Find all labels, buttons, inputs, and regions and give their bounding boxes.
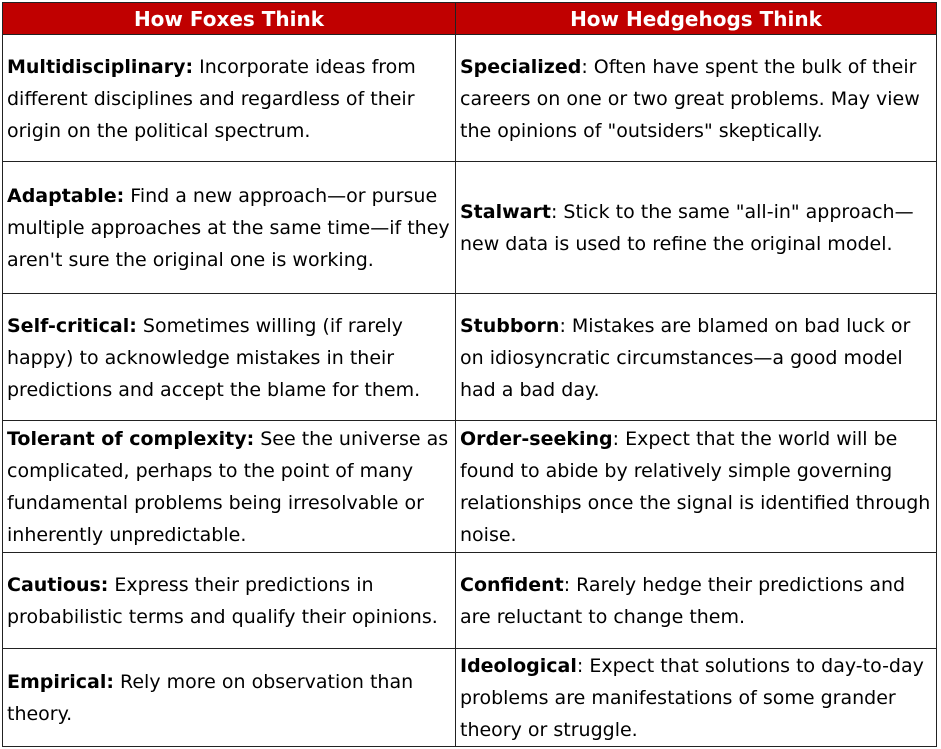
fox-cell xyxy=(3,421,456,553)
hedgehog-description: : Expect that solutions to day-to-day problems are manifestations of some grander theory or struggle. xyxy=(460,655,924,741)
fox-description: Express their predictions in probabilistic terms and qualify their opinions. xyxy=(7,574,438,628)
hedgehog-term: Specialized xyxy=(460,55,582,78)
fox-term: Tolerant of complexity: xyxy=(7,428,255,450)
fox-description: Find a new approach—or pursue multiple approaches at the same time—if they aren't sure the original one is working. xyxy=(7,185,450,271)
fox-description: Sometimes willing (if rarely happy) to acknowledge mistakes in their predictions and accept the blame for them. xyxy=(7,314,421,401)
fox-cell xyxy=(3,649,456,747)
fox-term: Empirical: xyxy=(7,671,114,693)
fox-cell xyxy=(3,162,456,294)
hedgehog-term: Stalwart xyxy=(460,201,551,223)
fox-cell xyxy=(3,294,456,421)
fox-description: Incorporate ideas from different disciplines and regardless of their origin on the political spectrum. xyxy=(7,55,416,142)
hedgehog-term: Order-seeking xyxy=(460,428,613,450)
hedgehog-cell xyxy=(456,649,937,747)
hedgehog-cell xyxy=(456,294,937,421)
hedgehog-cell xyxy=(456,421,937,553)
hedgehog-cell xyxy=(456,553,937,649)
hedgehog-cell xyxy=(456,35,937,162)
table-row xyxy=(3,649,937,747)
hedgehog-term: Ideological xyxy=(460,655,577,677)
fox-term: Self-critical: xyxy=(7,314,137,337)
fox-cell xyxy=(3,35,456,162)
foxes-vs-hedgehogs-table xyxy=(2,2,937,747)
hedgehog-description: : Stick to the same "all-in" approach—new data is used to refine the original model. xyxy=(460,201,914,255)
fox-term: Adaptable: xyxy=(7,185,125,207)
table-row xyxy=(3,162,937,294)
table-row xyxy=(3,421,937,553)
hedgehog-term: Stubborn xyxy=(460,314,560,337)
fox-description: See the universe as complicated, perhaps to the point of many fundamental problems being irresolvable or inherently unpredictable. xyxy=(7,428,449,546)
header-hedgehogs: How Hedgehogs Think xyxy=(456,3,937,35)
hedgehog-description: : Rarely hedge their predictions and are reluctant to change them. xyxy=(460,574,906,628)
table-row xyxy=(3,553,937,649)
table-row xyxy=(3,35,937,162)
hedgehog-description: : Often have spent the bulk of their careers on one or two great problems. May view the opinions of "outsiders" skeptically. xyxy=(460,55,920,142)
fox-cell xyxy=(3,553,456,649)
hedgehog-cell xyxy=(456,162,937,294)
hedgehog-description: : Mistakes are blamed on bad luck or on idiosyncratic circumstances—a good model had a bad day. xyxy=(460,314,911,401)
hedgehog-term: Confident xyxy=(460,574,564,596)
fox-description: Rely more on observation than theory. xyxy=(7,671,414,725)
header-foxes: How Foxes Think xyxy=(3,3,456,35)
fox-term: Cautious: xyxy=(7,574,109,596)
fox-term: Multidisciplinary: xyxy=(7,55,194,78)
hedgehog-description: : Expect that the world will be found to abide by relatively simple governing relationships once the signal is identified through noise. xyxy=(460,428,931,546)
table-header-row xyxy=(3,3,937,35)
table-row xyxy=(3,294,937,421)
